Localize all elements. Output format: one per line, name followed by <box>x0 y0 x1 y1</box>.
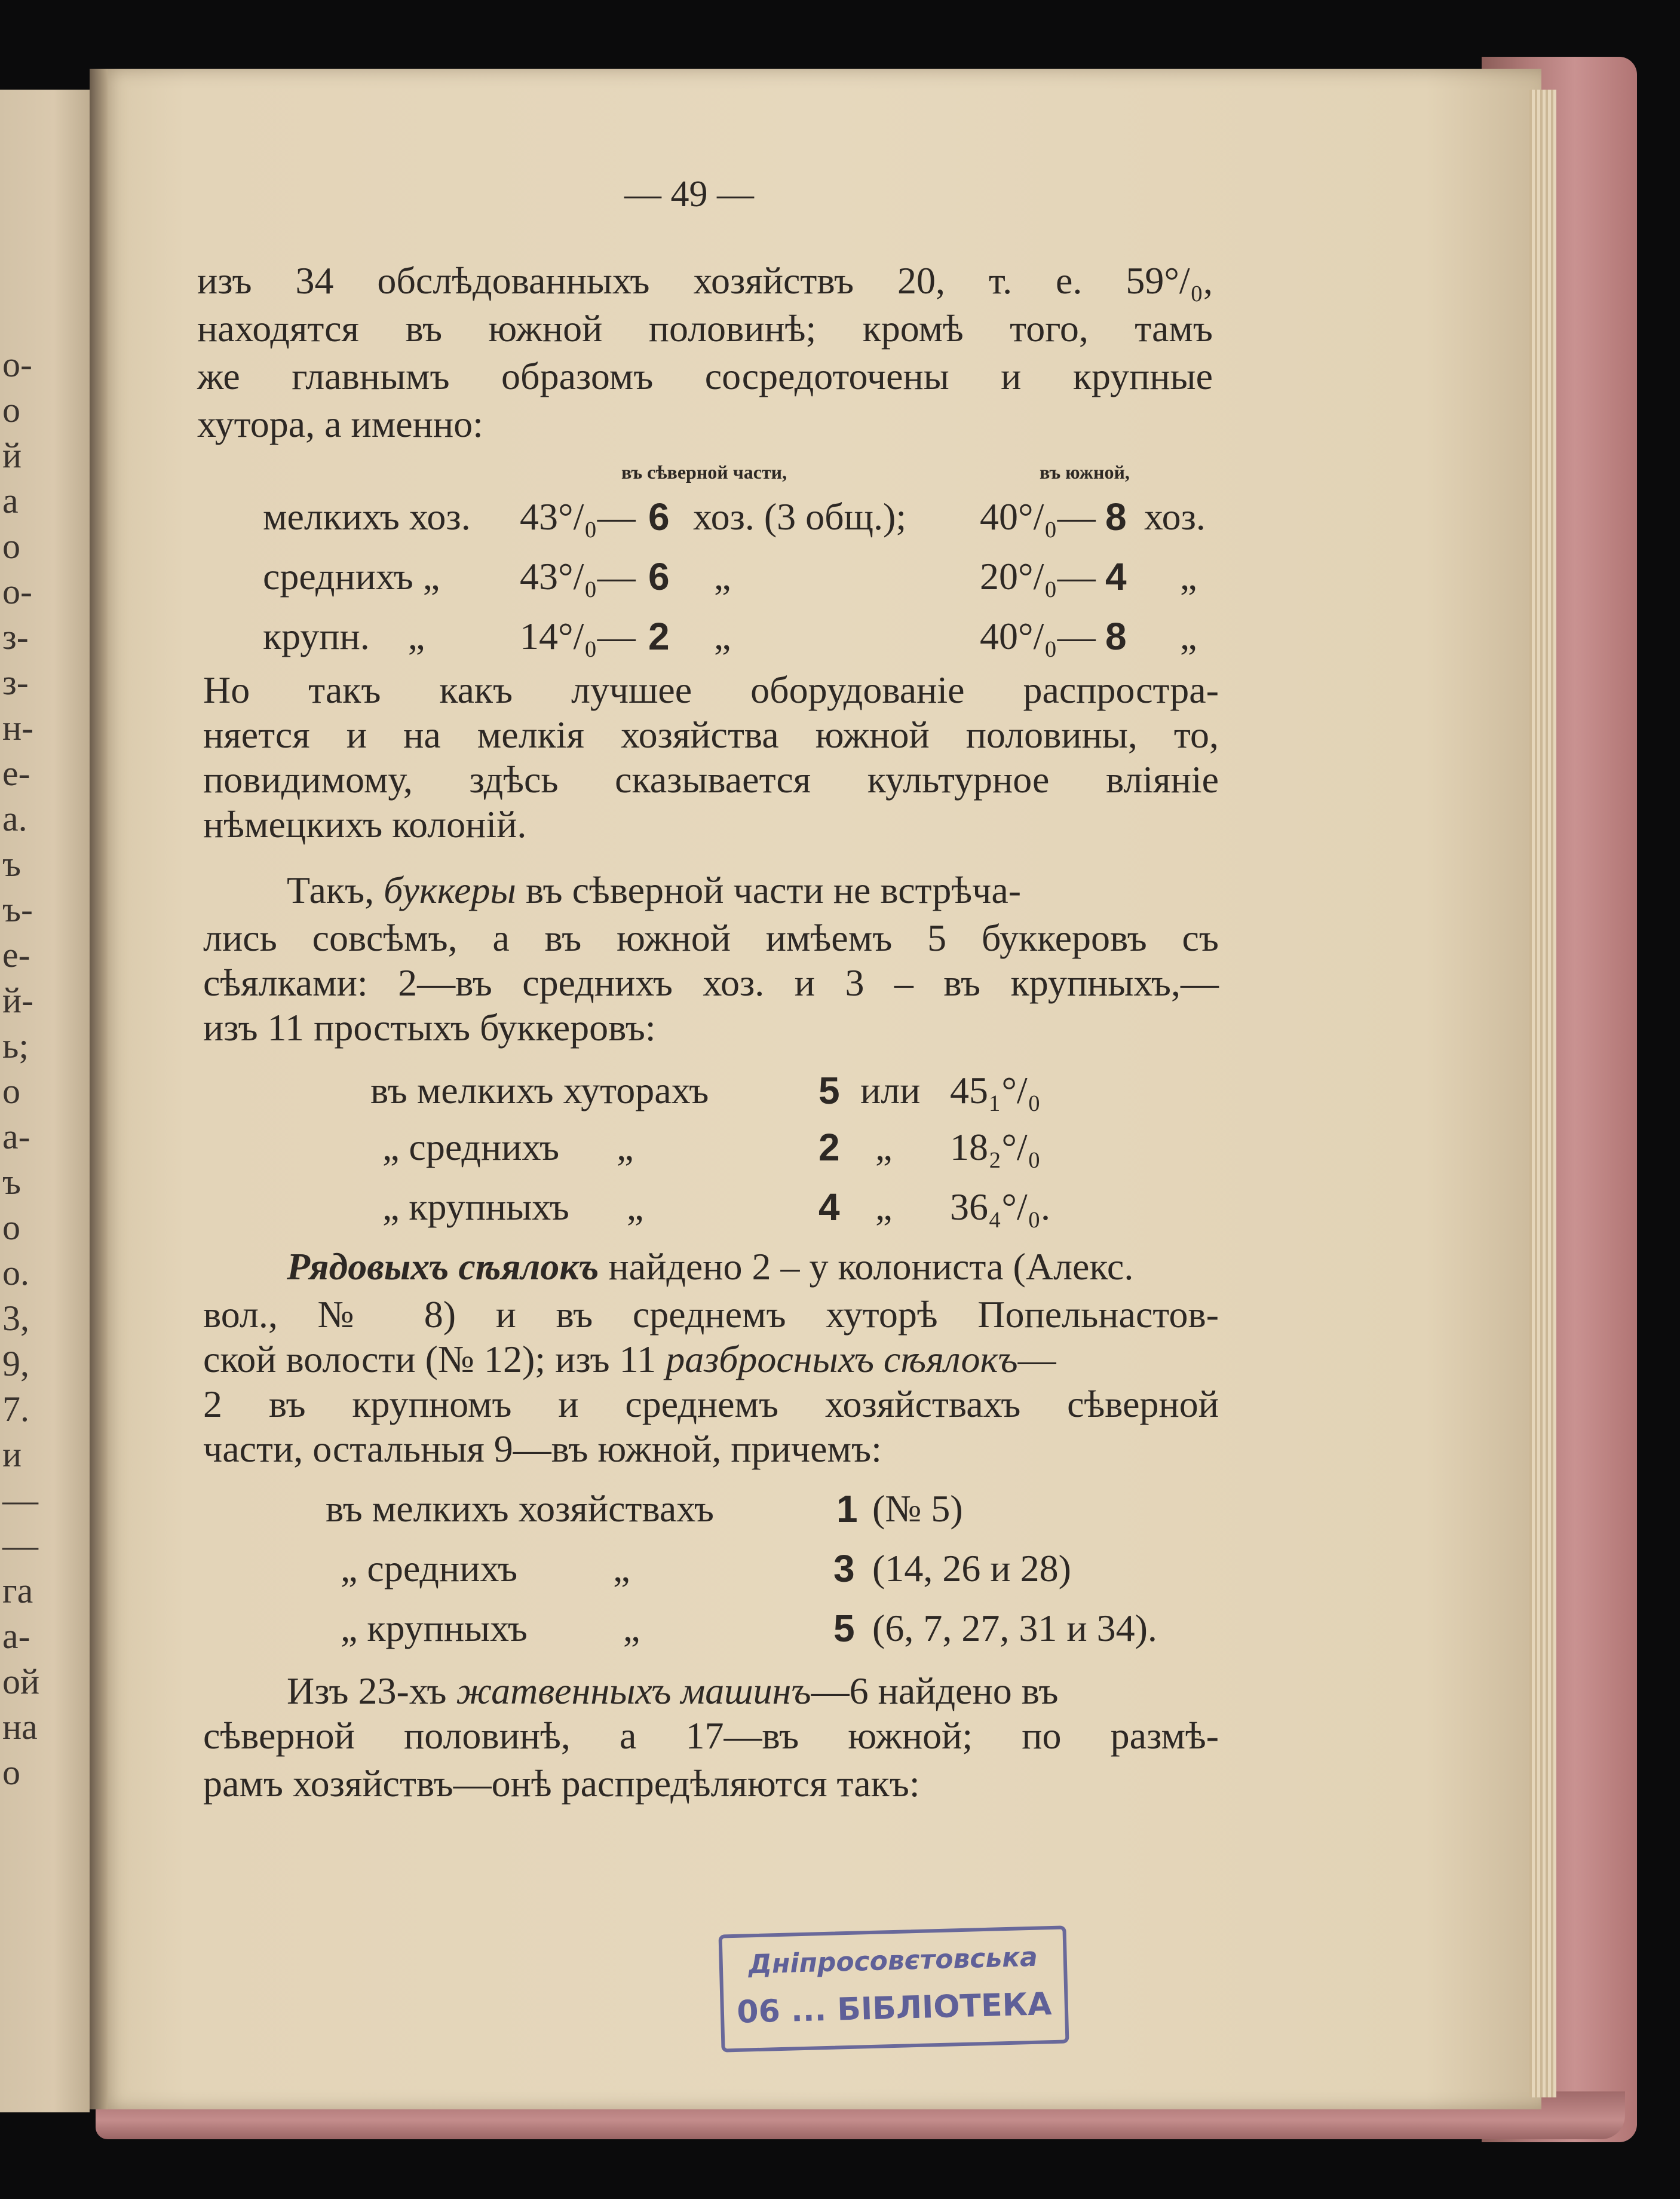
text-run: въ сѣверной части не встрѣча- <box>516 869 1022 911</box>
row-count: 3 <box>833 1547 855 1590</box>
left-page-fragment: га <box>2 1571 33 1610</box>
row-percent: 18₂°/₀ <box>950 1126 1041 1168</box>
text-line: вол., № 8) и въ среднемъ хуторѣ Попельнастов- <box>203 1293 1219 1336</box>
text-line: же главнымъ образомъ сосредоточены и крупные <box>197 355 1213 397</box>
row-label: мелкихъ хоз. <box>263 495 471 538</box>
row-label: „ крупныхъ „ <box>382 1186 644 1228</box>
text-line: изъ 34 обслѣдованныхъ хозяйствъ 20, т. е. 59°/₀, <box>197 259 1213 302</box>
page-number: — 49 — <box>624 174 754 215</box>
north-unit: „ <box>714 615 731 657</box>
left-page-fragment: о <box>2 1071 20 1111</box>
north-unit: хоз. (3 общ.); <box>693 495 907 538</box>
left-page-fragment: о <box>2 1208 20 1247</box>
emphasis-term: Рядовыхъ сѣялокъ <box>287 1245 599 1288</box>
left-page-fragment: о <box>2 390 20 430</box>
left-page-fragment: — <box>2 1480 38 1520</box>
text-line: Но такъ какъ лучшее оборудованіе распростра- <box>203 669 1219 711</box>
text-run: ской волости (№ 12); изъ 11 <box>203 1338 666 1380</box>
text-line: изъ 11 простыхъ буккеровъ: <box>203 1006 656 1049</box>
row-list: (14, 26 и 28) <box>872 1547 1071 1589</box>
north-count: 6 <box>648 495 670 538</box>
column-header-north: въ сѣверной части, <box>621 461 787 483</box>
stamp-line-2: 06 ... БІБЛІОТЕКА <box>736 1986 1053 2030</box>
text-run: — <box>1017 1338 1056 1380</box>
row-list: (№ 5) <box>872 1487 963 1530</box>
text-line: сѣялками: 2—въ среднихъ хоз. и 3 – въ крупныхъ,— <box>203 961 1219 1004</box>
text-line: находятся въ южной половинѣ; кромѣ того, тамъ <box>197 307 1213 350</box>
text-line <box>203 1336 1056 1383</box>
page-gutter <box>90 69 108 2109</box>
row-label: „ крупныхъ „ <box>341 1607 640 1649</box>
left-page-fragment: 7. <box>2 1389 29 1429</box>
text-run: —6 найдено въ <box>811 1670 1059 1712</box>
text-line: части, остальныя 9—въ южной, причемъ: <box>203 1428 882 1470</box>
text-line: нѣмецкихъ колоній. <box>203 803 527 846</box>
left-page-fragment: й <box>2 436 22 475</box>
north-percent: 43°/₀— <box>520 495 636 538</box>
left-page-fragment: й- <box>2 981 34 1020</box>
north-count: 2 <box>648 615 670 658</box>
south-percent: 40°/₀— <box>980 615 1096 657</box>
south-percent: 40°/₀— <box>980 495 1096 538</box>
north-percent: 14°/₀— <box>520 615 636 657</box>
row-label: въ мелкихъ хозяйствахъ <box>326 1487 714 1530</box>
row-count: 1 <box>836 1487 858 1530</box>
text-line: сѣверной половинѣ, а 17—въ южной; по размѣ- <box>203 1714 1219 1757</box>
left-page-fragment: а. <box>2 799 27 838</box>
text-line <box>287 1243 1133 1291</box>
column-header-south: въ южной, <box>1040 461 1130 483</box>
row-count: 4 <box>818 1186 840 1229</box>
text-line: 2 въ крупномъ и среднемъ хозяйствахъ сѣверной <box>203 1383 1219 1425</box>
left-page-fragment: ой <box>2 1662 40 1701</box>
left-page-fragment: ъ <box>2 1162 22 1202</box>
left-page-fragment: а- <box>2 1117 30 1156</box>
text-run: найдено 2 – у колониста (Алекс. <box>599 1245 1134 1288</box>
row-count: 2 <box>818 1126 840 1169</box>
left-page-fragment: о <box>2 1753 20 1792</box>
north-unit: „ <box>714 555 731 598</box>
south-percent: 20°/₀— <box>980 555 1096 598</box>
emphasis-term: буккеры <box>384 869 516 911</box>
south-count: 4 <box>1105 555 1127 598</box>
left-page-fragment: 9, <box>2 1344 29 1383</box>
south-unit: хоз. <box>1144 495 1206 538</box>
text-run: Изъ 23-хъ <box>287 1670 456 1712</box>
row-label: „ среднихъ „ <box>341 1547 630 1589</box>
text-run: Такъ, <box>287 869 384 911</box>
south-unit: „ <box>1180 555 1197 598</box>
north-percent: 43°/₀— <box>520 555 636 598</box>
left-page-fragment: о. <box>2 1253 29 1293</box>
row-list: (6, 7, 27, 31 и 34). <box>872 1607 1157 1649</box>
row-separator: „ <box>875 1186 893 1228</box>
text-line: няется и на мелкія хозяйства южной половины, то, <box>203 713 1219 756</box>
emphasis-term: разбросныхъ сѣялокъ <box>666 1338 1018 1380</box>
left-page-fragment: ъ- <box>2 890 33 929</box>
emphasis-term: жатвенныхъ машинъ <box>456 1670 811 1712</box>
row-percent: 36₄°/₀. <box>950 1186 1050 1228</box>
left-page-fragment: — <box>2 1526 38 1565</box>
row-count: 5 <box>833 1607 855 1650</box>
text-line: хутора, а именно: <box>197 403 483 445</box>
row-separator: „ <box>875 1126 893 1168</box>
north-count: 6 <box>648 555 670 598</box>
row-count: 5 <box>818 1069 840 1112</box>
left-page-fragment: о- <box>2 345 32 384</box>
south-count: 8 <box>1105 495 1127 538</box>
stamp-line-1: Дніпросовєтовська <box>748 1941 1038 1980</box>
text-line <box>287 1667 1058 1715</box>
text-line: лись совсѣмъ, а въ южной имѣемъ 5 буккеровъ съ <box>203 917 1219 959</box>
left-page-fragment: 3, <box>2 1298 29 1338</box>
row-label: „ среднихъ „ <box>382 1126 634 1168</box>
row-percent: 45₁°/₀ <box>950 1069 1041 1111</box>
text-line <box>287 866 1021 914</box>
left-page-edge <box>0 90 90 2112</box>
row-label: крупн. „ <box>263 615 425 657</box>
left-page-fragment: н- <box>2 708 34 748</box>
left-page-fragment: и <box>2 1435 22 1474</box>
left-page-fragment: з- <box>2 617 29 657</box>
south-count: 8 <box>1105 615 1127 658</box>
left-page-fragment: а <box>2 481 19 520</box>
left-page-fragment: о <box>2 526 20 566</box>
library-stamp <box>719 1925 1069 2052</box>
left-page-fragment: з- <box>2 663 29 702</box>
left-page-fragment: а- <box>2 1616 30 1656</box>
left-page-fragment: на <box>2 1707 38 1747</box>
south-unit: „ <box>1180 615 1197 657</box>
left-page-fragment: е- <box>2 935 30 975</box>
left-page-fragment: о- <box>2 572 32 611</box>
text-line: повидимому, здѣсь сказывается культурное вліяніе <box>203 758 1219 801</box>
left-page-fragment: ь; <box>2 1026 29 1065</box>
row-label: въ мелкихъ хуторахъ <box>370 1069 709 1111</box>
row-label: среднихъ „ <box>263 555 440 598</box>
page-fore-edge <box>1529 90 1556 2097</box>
text-line: рамъ хозяйствъ—онѣ распредѣляются такъ: <box>203 1762 920 1805</box>
left-page-fragment: е- <box>2 754 30 793</box>
row-separator: или <box>860 1069 921 1111</box>
left-page-fragment: ъ <box>2 844 22 884</box>
